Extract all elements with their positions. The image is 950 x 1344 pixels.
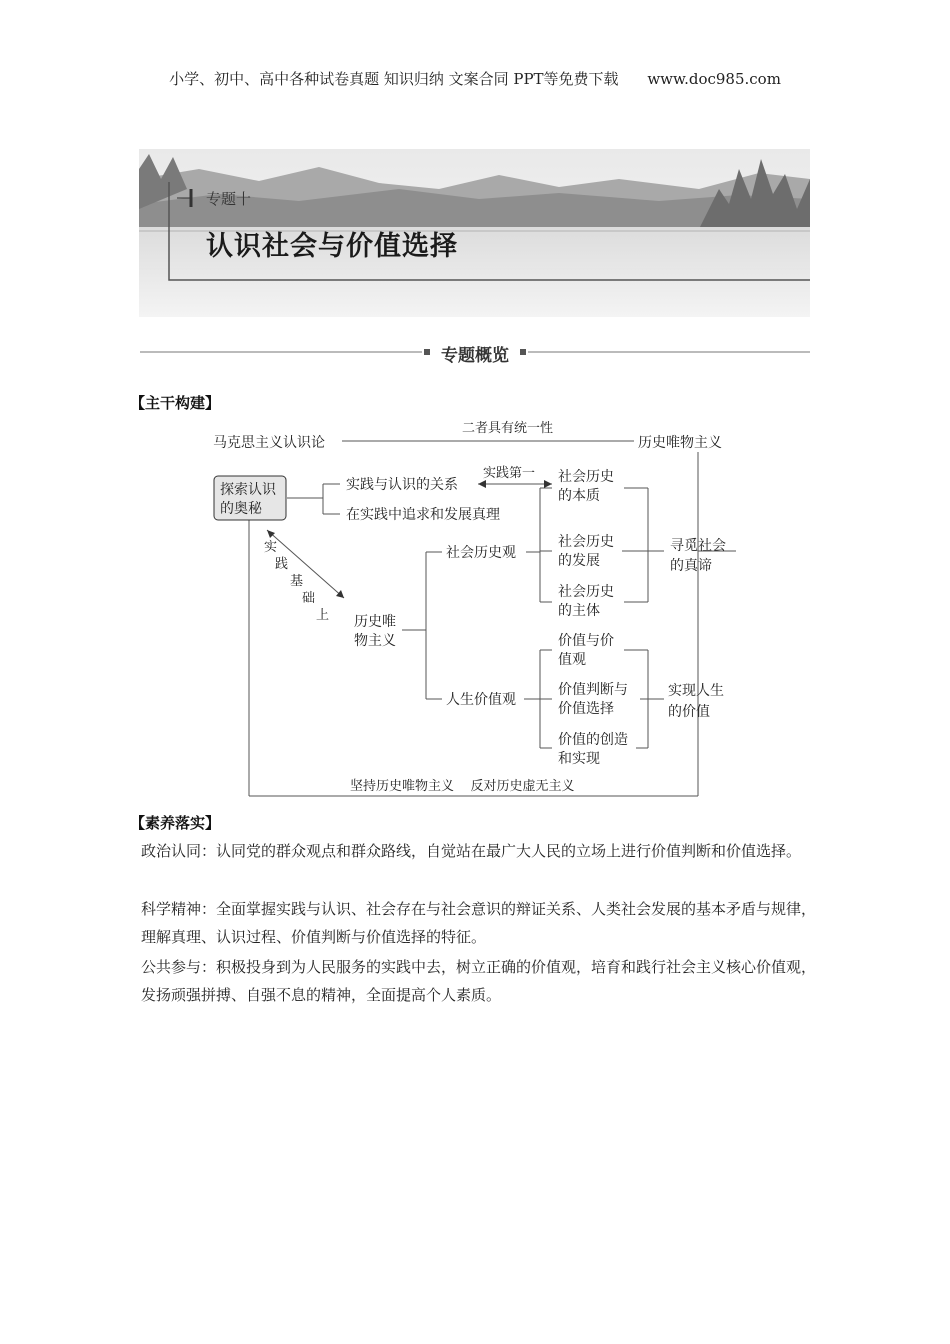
create-label-line1: 价值的创造 xyxy=(558,732,628,748)
hist-mat-label-line1: 历史唯 xyxy=(354,614,396,630)
literacy-paragraph-political: 政治认同：认同党的群众观点和群众路线，自觉站在最广大人民的立场上进行价值判断和价值选择。 xyxy=(141,842,802,860)
literacy-paragraph-public: 公共参与：积极投身到为人民服务的实践中去，树立正确的价值观，培育和践行社会主义核心价值观，发扬顽强拼搏、自强不息的精神，全面提高个人素质。 xyxy=(141,958,817,1004)
realize-value-label-line2: 的价值 xyxy=(668,704,710,720)
judge-label-line2: 价值选择 xyxy=(558,701,614,717)
value-label-line2: 值观 xyxy=(558,652,586,668)
diag-char-4: 础 xyxy=(302,591,316,606)
arrow-down-right-icon xyxy=(336,590,344,598)
realize-value-label-line1: 实现人生 xyxy=(668,683,724,699)
develop-label-line1: 社会历史 xyxy=(558,534,614,550)
explore-label-line1: 探索认识 xyxy=(220,482,276,498)
judge-label-line1: 价值判断与 xyxy=(558,682,628,698)
social-history-view-label: 社会历史观 xyxy=(446,545,516,561)
main-structure-heading: 【主干构建】 xyxy=(130,394,221,412)
banner-title: 认识社会与价值选择 xyxy=(206,231,458,262)
practice-first-label: 实践第一 xyxy=(483,466,536,481)
literacy-heading: 【素养落实】 xyxy=(130,814,221,832)
unity-label: 二者具有统一性 xyxy=(462,421,554,436)
life-value-view-label: 人生价值观 xyxy=(446,692,516,708)
diag-char-1: 实 xyxy=(264,540,278,555)
explore-label-line2: 的奥秘 xyxy=(220,501,262,517)
header-site[interactable]: www.doc985.com xyxy=(647,70,781,88)
diag-char-3: 基 xyxy=(290,574,304,589)
essence-label-line2: 的本质 xyxy=(558,488,600,504)
pursue-truth-label: 在实践中追求和发展真理 xyxy=(346,507,500,523)
develop-label-line2: 的发展 xyxy=(558,553,600,569)
arrow-left-icon xyxy=(478,480,486,488)
header-text: 小学、初中、高中各种试卷真题 知识归纳 文案合同 PPT等免费下载 xyxy=(169,70,619,88)
practice-relation-label: 实践与认识的关系 xyxy=(346,477,458,493)
arrow-right-icon xyxy=(544,480,552,488)
historical-materialism-top-label: 历史唯物主义 xyxy=(638,435,722,451)
seek-truth-label-line2: 的真谛 xyxy=(670,558,712,574)
banner-subtitle: 专题十 xyxy=(206,190,252,208)
diag-char-5: 上 xyxy=(316,608,330,623)
literacy-paragraph-science: 科学精神：全面掌握实践与认识、社会存在与社会意识的辩证关系、人类社会发展的基本矛盾与规律，理解真理、认识过程、价值判断与价值选择的特征。 xyxy=(141,900,817,946)
subject-label-line2: 的主体 xyxy=(558,603,600,619)
hist-mat-label-line2: 物主义 xyxy=(354,633,396,649)
arrow-up-left-icon xyxy=(267,530,275,538)
create-label-line2: 和实现 xyxy=(558,751,600,767)
diag-char-2: 践 xyxy=(275,557,289,572)
subject-label-line1: 社会历史 xyxy=(558,584,614,600)
value-label-line1: 价值与价 xyxy=(558,633,614,649)
bottom-principle-label: 坚持历史唯物主义 反对历史虚无主义 xyxy=(350,779,575,794)
marxist-epistemology-label: 马克思主义认识论 xyxy=(213,435,325,451)
section-title: 专题概览 xyxy=(441,346,509,366)
seek-truth-label-line1: 寻觅社会 xyxy=(670,538,726,554)
essence-label-line1: 社会历史 xyxy=(558,469,614,485)
